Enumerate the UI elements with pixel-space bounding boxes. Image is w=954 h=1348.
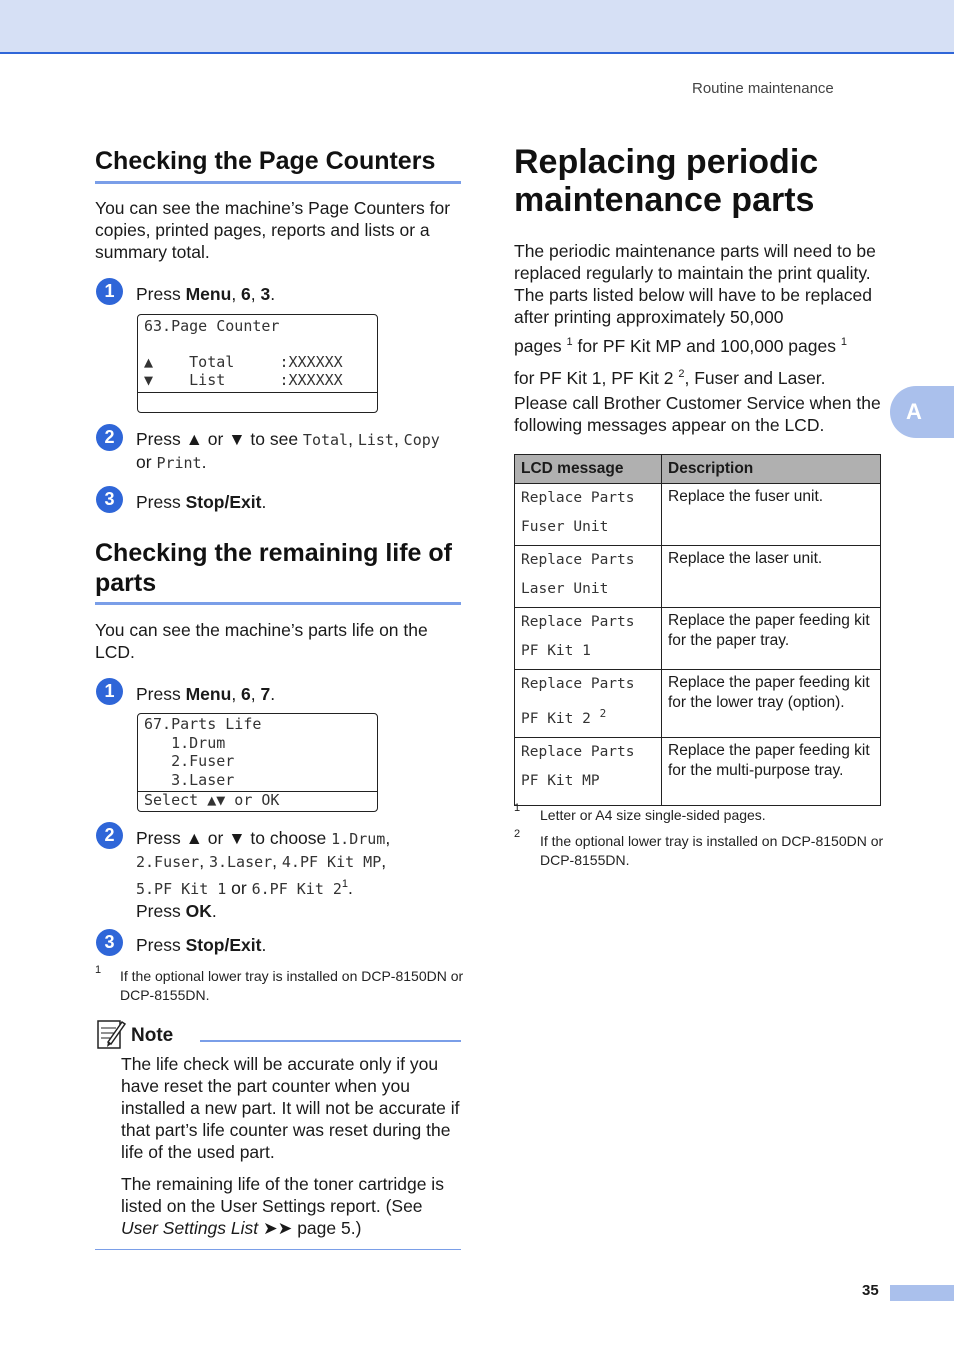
lcd-message-cell: Replace Parts Fuser Unit <box>515 484 662 546</box>
replacing-parts-intro: The periodic maintenance parts will need to be replaced regularly to maintain the print quality. The parts listed below will have to be replaced after printing approximately 50,000 pages $^1$ for PF Kit MP and 100,000 pages $^1$ for PF Kit 1, PF Kit 2 $^2$, Fuser and Laser. Please call Brother Customer Service when the following messages appear on the LCD. <box>514 241 881 435</box>
cross-reference-link[interactable]: User Settings List <box>121 1218 259 1238</box>
footnote-number: 2 <box>514 828 521 840</box>
note-paragraph-1: The life check will be accurate only if you have reset the part counter when you installed a new part. It will not be accurate if that part’s life counter was reset during the life of the used part. <box>121 1054 460 1162</box>
table-row <box>515 737 881 805</box>
step-2-text: Press ▲ or ▼ to see Total, List, Copy or Print. <box>136 429 440 472</box>
step-number-3: 3 <box>96 486 123 513</box>
note-rule <box>200 1040 461 1042</box>
lcd-divider <box>138 392 377 393</box>
section-title-page-counters: Checking the Page Counters <box>95 147 436 175</box>
lcd-line: ▼ List :XXXXXX <box>144 371 343 389</box>
running-header: Routine maintenance <box>692 80 834 97</box>
lcd-line: 63.Page Counter <box>144 317 280 335</box>
lcd-message-cell: Replace Parts PF Kit 1 <box>515 608 662 670</box>
step-1-text: Press Menu, 6, 7. <box>136 684 276 704</box>
note-bottom-rule <box>95 1249 461 1250</box>
page-counters-intro: You can see the machine’s Page Counters for copies, printed pages, reports and lists or a summary total. <box>95 198 451 262</box>
description-cell: Replace the paper feeding kit for the paper tray. <box>662 608 881 670</box>
section-title-remaining-life: Checking the remaining life of parts <box>95 539 452 597</box>
footnote-text: Letter or A4 size single-sided pages. <box>540 807 766 823</box>
footnote-number: 1 <box>514 802 521 814</box>
description-cell: Replace the paper feeding kit for the multi-purpose tray. <box>662 737 881 805</box>
page-number-tab <box>890 1285 954 1301</box>
description-cell: Replace the fuser unit. <box>662 484 881 546</box>
footnote-text: If the optional lower tray is installed on DCP-8150DN or DCP-8155DN. <box>120 968 464 1003</box>
step-number-3: 3 <box>96 929 123 956</box>
lcd-message-cell: Replace Parts PF Kit MP <box>515 737 662 805</box>
table-row <box>515 546 881 608</box>
note-label: Note <box>131 1025 174 1046</box>
footnote-number: 1 <box>95 964 102 976</box>
table-row <box>515 484 881 546</box>
lcd-line: ▲ Total :XXXXXX <box>144 353 343 371</box>
step-number-2: 2 <box>96 822 123 849</box>
table-header-description: Description <box>662 455 881 484</box>
table-row <box>515 608 881 670</box>
lcd-messages-table <box>514 454 881 806</box>
table-row <box>515 670 881 738</box>
remaining-life-intro: You can see the machine’s parts life on the LCD. <box>95 620 428 662</box>
lcd-line: 1.Drum <box>144 734 226 752</box>
step-number-2: 2 <box>96 424 123 451</box>
lcd-line: Select ▲▼ or OK <box>144 791 280 809</box>
lcd-line: 2.Fuser <box>144 752 235 770</box>
lcd-line: 67.Parts Life <box>144 715 262 733</box>
description-cell: Replace the laser unit. <box>662 546 881 608</box>
page-number: 35 <box>862 1282 879 1299</box>
description-cell: Replace the paper feeding kit for the lower tray (option). <box>662 670 881 738</box>
step-3-text: Press Stop/Exit. <box>136 935 267 955</box>
table-header-lcd-message: LCD message <box>515 455 662 484</box>
chapter-tab: A <box>890 386 954 438</box>
footnote-text: If the optional lower tray is installed on DCP-8150DN or DCP-8155DN. <box>540 833 884 868</box>
step-number-1: 1 <box>96 278 123 305</box>
step-1-text: Press Menu, 6, 3. <box>136 284 276 304</box>
lcd-parts-life <box>137 713 378 812</box>
section-rule <box>95 602 461 605</box>
step-number-1: 1 <box>96 678 123 705</box>
page-main-title: Replacing periodic maintenance parts <box>514 143 819 219</box>
top-band <box>0 0 954 54</box>
lcd-page-counter <box>137 314 378 413</box>
lcd-message-cell: Replace Parts Laser Unit <box>515 546 662 608</box>
lcd-line: 3.Laser <box>144 771 235 789</box>
section-rule <box>95 181 461 184</box>
step-3-text: Press Stop/Exit. <box>136 492 267 512</box>
lcd-message-cell: Replace Parts PF Kit 2 $^2$ <box>515 670 662 738</box>
step-2-text: Press ▲ or ▼ to choose 1.Drum, 2.Fuser, 3.Laser, 4.PF Kit MP, 5.PF Kit 1 or 6.PF Kit $2^1$. Press OK. <box>136 828 391 921</box>
note-paragraph-2: The remaining life of the toner cartridge is listed on the User Settings report. (See User Settings List ➤➤ page 5.) <box>121 1174 444 1238</box>
note-pencil-icon <box>96 1018 126 1050</box>
